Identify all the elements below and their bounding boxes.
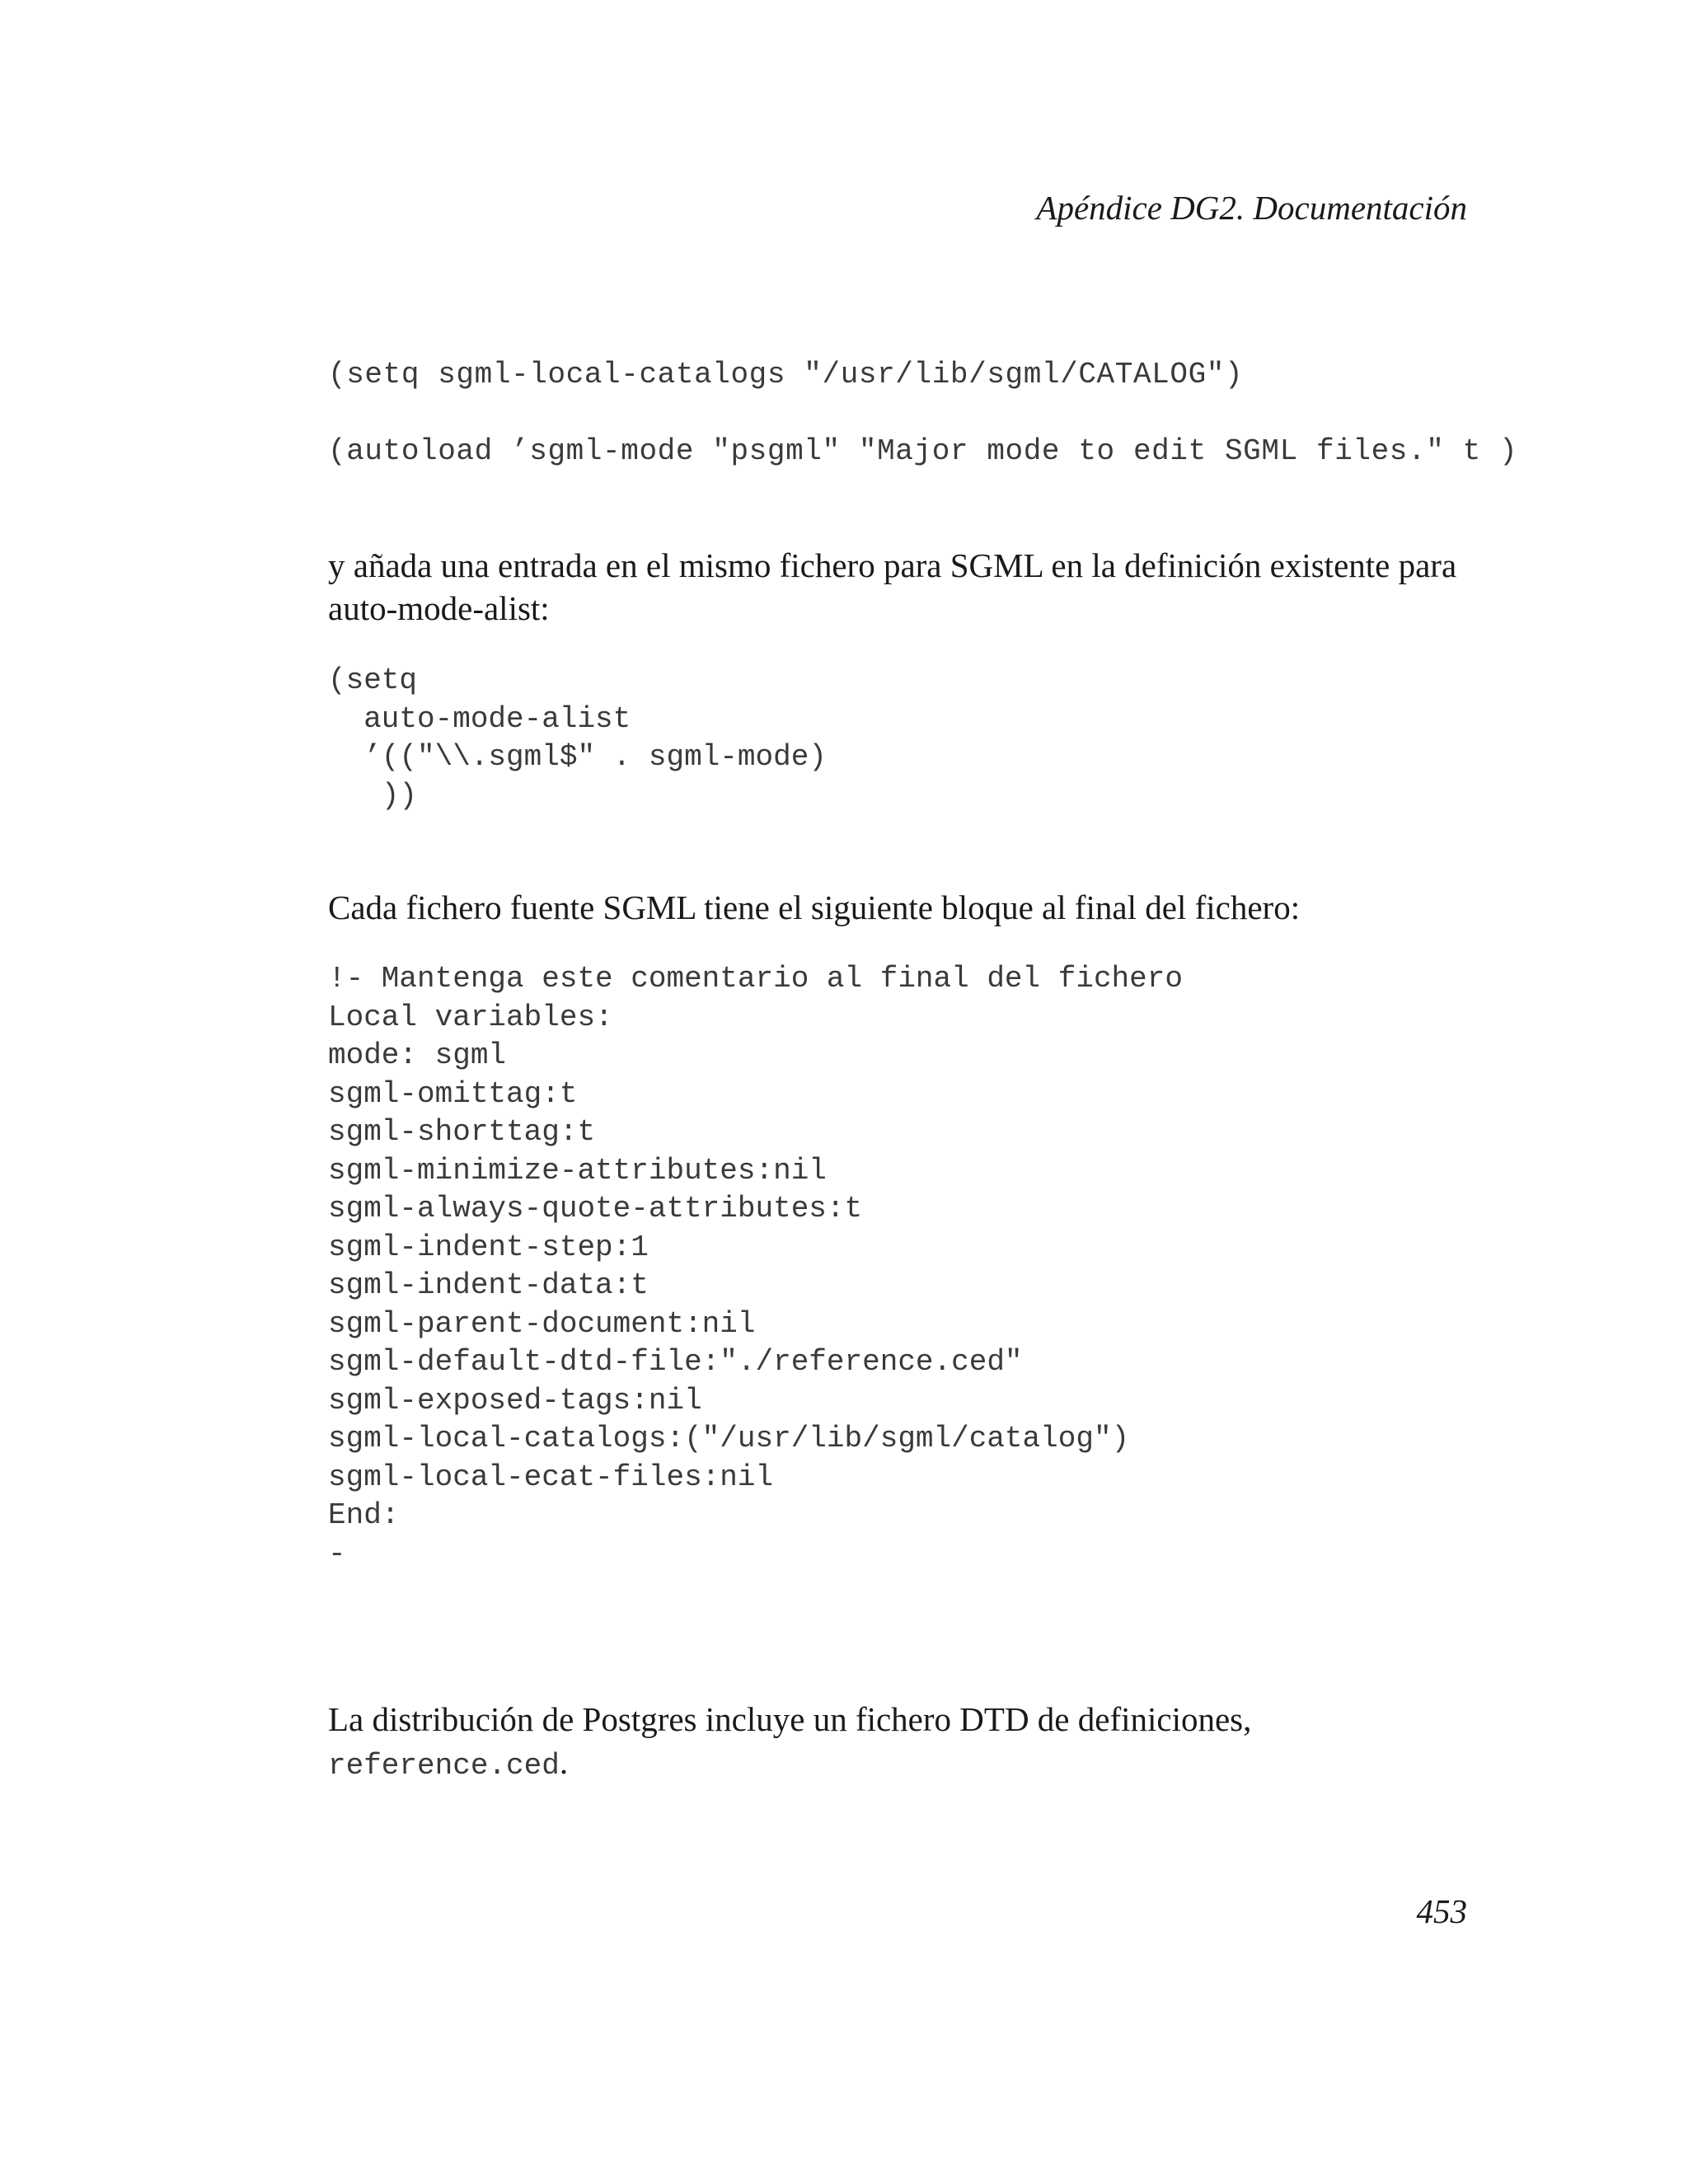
paragraph-distribution-end: . xyxy=(559,1743,569,1781)
code-block-local-variables: !- Mantenga este comentario al final del fichero Local variables: mode: sgml sgml-omittag:t sgml-shorttag:t sgml-minimize-attributes:nil sgml-always-quote-attributes:t sgml-indent-step:1 sgml-indent-data:t sgml-parent-document:nil sgml-default-dtd-file:"./reference.ced" sgml-exposed-tags:nil sgml-local-catalogs:("/usr/lib/sgml/catalog") sgml-local-ecat-files:nil End: - xyxy=(328,962,1183,1571)
code-block-auto-mode-alist: (setq auto-mode-alist ’(("\\.sgml$" . sgml-mode) )) xyxy=(328,663,827,813)
running-header: Apéndice DG2. Documentación xyxy=(1036,189,1467,227)
paragraph-auto-mode-alist: y añada una entrada en el mismo fichero para SGML en la definición existente para auto-mode-alist: xyxy=(328,546,1457,627)
inline-code-reference-ced: reference.ced xyxy=(328,1749,560,1783)
paragraph-distribution-text: La distribución de Postgres incluye un fichero DTD de definiciones, xyxy=(328,1700,1252,1738)
paragraph-sgml-block: Cada fichero fuente SGML tiene el siguiente bloque al final del fichero: xyxy=(328,888,1301,926)
paragraph-distribution xyxy=(328,1698,1482,1788)
code-line-setq-catalogs: (setq sgml-local-catalogs "/usr/lib/sgml/CATALOG") xyxy=(328,358,1244,391)
page-number: 453 xyxy=(1416,1892,1467,1930)
code-line-autoload: (autoload ’sgml-mode "psgml" "Major mode to edit SGML files." t ) xyxy=(328,434,1518,468)
